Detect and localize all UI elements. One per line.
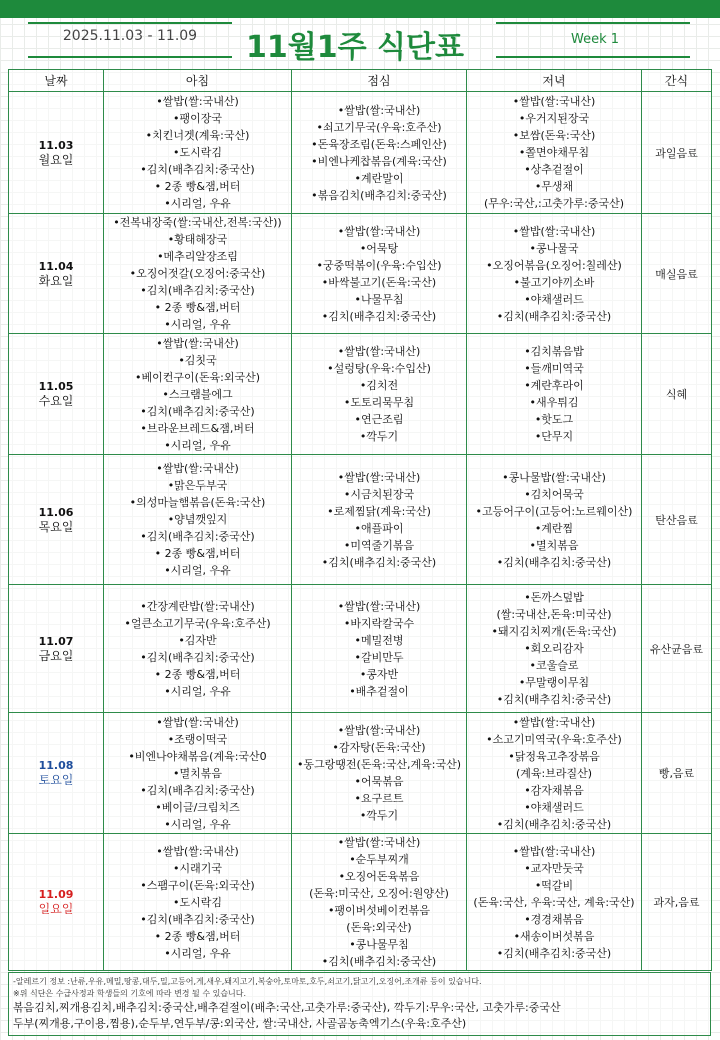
menu-item: •시리얼, 우유 xyxy=(164,318,231,331)
page-title: 11월1주 식단표 xyxy=(246,30,464,65)
menu-item: •쌀밥(쌀:국내산) xyxy=(156,95,239,108)
menu-item: • 2종 빵&잼,버터 xyxy=(154,301,241,314)
divider xyxy=(496,22,690,24)
menu-item: •깍두기 xyxy=(359,809,399,822)
menu-item: •미역줄기볶음 xyxy=(343,538,415,552)
menu-item: •오징어젓갈(오징어:중국산) xyxy=(129,267,266,280)
snack-cell: 과일음료 xyxy=(642,92,712,214)
menu-item: •쌀밥(쌀:국내산) xyxy=(337,599,421,613)
menu-item: •김치(배추김치:중국산) xyxy=(140,163,255,176)
day-weekday: 일요일 xyxy=(38,902,74,916)
divider xyxy=(496,56,690,58)
divider xyxy=(28,56,232,58)
menu-item: (돈육:외국산) xyxy=(346,921,412,934)
menu-item: •김치(배추김치:중국산) xyxy=(321,555,437,569)
menu-item: •스팸구이(돈육:외국산) xyxy=(140,878,255,892)
snack-cell: 식혜 xyxy=(642,334,712,455)
day-date: 11.07 xyxy=(38,634,74,648)
column-header-lunch: 점심 xyxy=(292,70,467,92)
menu-item: •콩나물국 xyxy=(529,241,579,255)
menu-item: •콩나물무침 xyxy=(349,938,409,951)
allergy-info: -알레르기 정보 :난류,우유,메밀,땅콩,대두,밀,고등어,게,새우,돼지고기,복숭아,토마토,호두,쇠고기,닭고기,오징어,조개류 등이 있습니다. xyxy=(13,977,482,986)
menu-item: •김치어묵국 xyxy=(524,487,584,501)
lunch-cell xyxy=(292,334,467,455)
lunch-list xyxy=(292,469,466,571)
menu-item: •김치(배추김치:중국산) xyxy=(140,284,255,297)
day-cell xyxy=(9,214,104,334)
lunch-cell xyxy=(292,214,467,334)
menu-item: •요구르트 xyxy=(354,792,404,805)
lunch-cell xyxy=(292,455,467,585)
menu-item: •시리얼, 우유 xyxy=(164,684,231,698)
day-cell xyxy=(9,585,104,713)
menu-item: •팽이버섯베이컨볶음 xyxy=(327,904,431,917)
menu-item: •돈육장조림(돈육:스페인산) xyxy=(311,137,447,151)
menu-item: •동그랑땡전(돈육:국산,계육:국산) xyxy=(296,758,462,771)
menu-item: •감자채볶음 xyxy=(524,783,584,797)
menu-item: •김치(배추김치:중국산) xyxy=(321,309,437,323)
menu-item: •시금치된장국 xyxy=(343,487,415,501)
menu-item: •전복내장죽(쌀:국내산,전복:국산)) xyxy=(113,216,282,229)
dinner-cell xyxy=(467,834,642,971)
menu-item: •김치(배추김치:중국산) xyxy=(496,309,612,323)
menu-item: •김치(배추김치:중국산) xyxy=(140,650,255,664)
snack-cell: 탄산음료 xyxy=(642,455,712,585)
breakfast-cell xyxy=(104,214,292,334)
menu-item: •쌀밥(쌀:국내산) xyxy=(337,345,421,358)
lunch-cell xyxy=(292,92,467,214)
column-header-breakfast: 아침 xyxy=(104,70,292,92)
menu-item: •오징어볶음(오징어:칠레산) xyxy=(486,258,622,272)
menu-item: •바싹불고기(돈육:국산) xyxy=(321,275,437,289)
menu-item: •김치(배추김치:중국산) xyxy=(140,783,255,797)
menu-item: •황태해장국 xyxy=(167,233,228,246)
dinner-cell xyxy=(467,455,642,585)
menu-item: •시리얼, 우유 xyxy=(164,438,231,452)
menu-item: •김치볶음밥 xyxy=(524,345,584,358)
table-row xyxy=(9,334,712,455)
day-weekday: 금요일 xyxy=(38,648,74,663)
menu-item: •쌀밥(쌀:국내산) xyxy=(156,462,239,475)
lunch-list xyxy=(292,343,466,445)
day-date: 11.06 xyxy=(38,505,74,519)
menu-item: •경경채볶음 xyxy=(524,912,584,926)
menu-item: •쌀밥(쌀:국내산) xyxy=(337,103,421,117)
menu-item: •야채샐러드 xyxy=(524,292,584,306)
day-cell xyxy=(9,713,104,834)
menu-item: •야채샐러드 xyxy=(524,800,584,814)
lunch-list xyxy=(292,102,466,204)
menu-item: •떡갈비 xyxy=(534,878,574,892)
menu-item: •어묵볶음 xyxy=(354,775,404,788)
dinner-cell xyxy=(467,334,642,455)
dinner-list xyxy=(467,843,641,962)
menu-item: •바지락칼국수 xyxy=(343,616,415,630)
column-header-date: 날짜 xyxy=(9,70,104,92)
menu-item: •설렁탕(우육:수입산) xyxy=(327,362,431,375)
origin-info: 두부(찌개용,구이용,찜용),순두부,연두부/콩:외국산, 쌀:국내산, 사골곰농축엑기스(우육:호주산) xyxy=(13,1017,467,1030)
menu-item: •비엔나야채볶음(계육:국산0 xyxy=(128,749,267,763)
breakfast-list xyxy=(104,843,291,962)
menu-item: •들깨미역국 xyxy=(524,362,584,375)
menu-item: • 2종 빵&잼,버터 xyxy=(154,929,241,943)
menu-item: •쌀밥(쌀:국내산) xyxy=(156,844,239,858)
menu-item: •감자탕(돈육:국산) xyxy=(332,741,426,754)
snack-cell: 유산균음료 xyxy=(642,585,712,713)
menu-item: •메추리알장조림 xyxy=(157,250,238,263)
dinner-list xyxy=(467,714,641,833)
column-header-snack: 간식 xyxy=(642,70,712,92)
menu-item: •닭정육고추장볶음 xyxy=(508,749,600,763)
menu-item: •쇠고기무국(우육:호주산) xyxy=(316,120,442,134)
footer-notes xyxy=(8,972,711,1036)
menu-item: •새송이버섯볶음 xyxy=(513,929,595,943)
divider xyxy=(28,22,232,24)
menu-item: •궁중떡볶이(우육:수입산) xyxy=(316,258,442,272)
menu-item: •김치(배추김치:중국산) xyxy=(140,404,255,418)
menu-item: •멸치볶음 xyxy=(529,538,579,552)
day-weekday: 목요일 xyxy=(38,519,74,534)
table-row xyxy=(9,585,712,713)
change-notice: ※위 식단은 수급사정과 학생들의 기호에 따라 변경 될 수 있습니다. xyxy=(13,989,247,998)
day-cell xyxy=(9,834,104,971)
menu-item: •쌀밥(쌀:국내산) xyxy=(512,715,596,729)
lunch-list xyxy=(292,834,466,970)
menu-item: •김치(배추김치:중국산) xyxy=(496,817,612,831)
menu-item: •콩나물밥(쌀:국내산) xyxy=(502,470,606,484)
dinner-list xyxy=(467,223,641,325)
menu-item: •상추겉절이 xyxy=(524,163,584,176)
menu-item: •쌀밥(쌀:국내산) xyxy=(512,844,596,858)
dinner-cell xyxy=(467,92,642,214)
menu-item: (돈육:국산, 우육:국산, 계육:국산) xyxy=(473,895,635,909)
day-date: 11.05 xyxy=(38,380,74,393)
menu-item: •조랭이떡국 xyxy=(167,732,228,746)
menu-item: •보쌈(돈육:국산) xyxy=(512,129,596,142)
menu-item: •쌀밥(쌀:국내산) xyxy=(337,724,421,737)
menu-item: •얼큰소고기무국(우육:호주산) xyxy=(124,616,271,630)
dinner-cell xyxy=(467,713,642,834)
menu-item: •불고기야끼소바 xyxy=(513,275,595,289)
menu-item: •김치전 xyxy=(359,379,399,392)
menu-item: •쌀밥(쌀:국내산) xyxy=(337,470,421,484)
dinner-list xyxy=(467,93,641,212)
menu-item: (쌀:국내산,돈육:미국산) xyxy=(496,608,612,621)
menu-item: •시래기국 xyxy=(173,861,222,875)
day-weekday: 월요일 xyxy=(38,152,74,167)
menu-item: •로제찜닭(계육:국산) xyxy=(327,504,431,518)
menu-item: •배추겉절이 xyxy=(349,684,409,698)
menu-item: •돼지김치찌개(돈육:국산) xyxy=(491,625,617,638)
breakfast-list xyxy=(104,714,291,833)
breakfast-list xyxy=(104,93,291,212)
menu-item: •어묵탕 xyxy=(359,241,399,255)
menu-item: •도토리묵무침 xyxy=(343,396,415,409)
menu-item: •쌀밥(쌀:국내산) xyxy=(156,336,239,350)
menu-item: •김치(배추김치:중국산) xyxy=(496,693,612,706)
lunch-list xyxy=(292,598,466,700)
menu-item: •콩자반 xyxy=(359,667,399,681)
menu-item: •코울슬로 xyxy=(529,659,579,672)
menu-item: •스크램블에그 xyxy=(162,387,233,401)
menu-item: (무우:국산,:고춧가루:중국산) xyxy=(483,197,625,210)
menu-item: •쌀밥(쌀:국내산) xyxy=(512,95,596,108)
snack-cell: 매실음료 xyxy=(642,214,712,334)
menu-item: •계란찜 xyxy=(534,521,574,535)
snack-cell: 과자,음료 xyxy=(642,834,712,971)
day-cell xyxy=(9,334,104,455)
menu-item: • 2종 빵&잼,버터 xyxy=(154,667,241,681)
menu-item: •김치(배추김치:중국산) xyxy=(140,912,255,926)
breakfast-cell xyxy=(104,585,292,713)
menu-item: •계란말이 xyxy=(354,171,404,185)
menu-item: •도시락김 xyxy=(173,895,222,909)
menu-item: •순두부찌개 xyxy=(349,853,409,866)
day-weekday: 토요일 xyxy=(38,773,74,787)
menu-item: •쌀밥(쌀:국내산) xyxy=(337,224,421,238)
menu-item: •의성마늘햄볶음(돈육:국산) xyxy=(129,496,266,509)
menu-item: •브라운브레드&잼,버터 xyxy=(140,421,255,435)
header xyxy=(0,18,720,68)
menu-item: •나물무침 xyxy=(354,292,404,306)
day-date: 11.09 xyxy=(38,888,74,901)
menu-item: •오징어돈육볶음 xyxy=(338,870,420,883)
menu-item: •멸치볶음 xyxy=(173,766,222,780)
menu-item: •쫄면야채무침 xyxy=(518,146,590,159)
menu-item: •김치(배추김치:중국산) xyxy=(321,955,437,968)
table-header-row xyxy=(9,70,712,92)
top-bar xyxy=(0,0,720,18)
day-cell xyxy=(9,92,104,214)
menu-item: •김자반 xyxy=(178,633,217,647)
breakfast-cell xyxy=(104,713,292,834)
menu-item: •도시락김 xyxy=(173,146,222,159)
menu-item: •메밀전병 xyxy=(354,633,404,647)
menu-item: • 2종 빵&잼,버터 xyxy=(154,547,241,560)
table-row xyxy=(9,713,712,834)
menu-item: •우거지된장국 xyxy=(518,112,590,125)
dinner-cell xyxy=(467,214,642,334)
menu-item: •김치(배추김치:중국산) xyxy=(140,530,255,543)
table-row xyxy=(9,834,712,971)
dinner-list xyxy=(467,589,641,708)
menu-item: •핫도그 xyxy=(534,413,574,426)
menu-item: •맑은두부국 xyxy=(167,479,228,492)
menu-item: •시리얼, 우유 xyxy=(164,564,231,577)
menu-item: •소고기미역국(우육:호주산) xyxy=(486,732,622,746)
breakfast-cell xyxy=(104,334,292,455)
menu-item: •팽이장국 xyxy=(173,112,222,125)
day-weekday: 수요일 xyxy=(38,394,74,408)
menu-item: •쌀밥(쌀:국내산) xyxy=(512,224,596,238)
breakfast-list xyxy=(104,460,291,579)
breakfast-cell xyxy=(104,92,292,214)
table-row xyxy=(9,455,712,585)
menu-item: •양념깻잎지 xyxy=(167,513,228,526)
menu-item: •무생채 xyxy=(534,180,574,193)
date-range: 2025.11.03 - 11.09 xyxy=(62,28,198,44)
menu-table xyxy=(8,69,712,971)
column-header-dinner: 저녁 xyxy=(467,70,642,92)
menu-item: •교자만둣국 xyxy=(524,861,584,875)
breakfast-list xyxy=(104,598,291,700)
menu-item: •애플파이 xyxy=(354,521,404,535)
menu-item: •비엔나케찹볶음(계육:국산) xyxy=(311,154,447,168)
menu-item: •김치(배추김치:중국산) xyxy=(496,555,612,569)
day-date: 11.08 xyxy=(38,759,74,772)
menu-item: •베이컨구이(돈육:외국산) xyxy=(134,370,261,384)
origin-info: 볶음김치,찌개용김치,배추김치:중국산,배추겉절이(배추:국산,고춧가루:중국산), 깍두기:무우:국산, 고춧가루:중국산 xyxy=(13,1001,561,1014)
menu-item: • 2종 빵&잼,버터 xyxy=(154,180,241,193)
dinner-cell xyxy=(467,585,642,713)
menu-item: (돈육:미국산, 오징어:원양산) xyxy=(309,887,449,900)
menu-item: •김치(배추김치:중국산) xyxy=(496,946,612,960)
dinner-list xyxy=(467,469,641,571)
menu-item: •베이글/크림치즈 xyxy=(155,800,240,814)
lunch-list xyxy=(292,722,466,824)
lunch-list xyxy=(292,223,466,325)
dinner-list xyxy=(467,343,641,445)
menu-item: •단무지 xyxy=(534,430,574,443)
menu-item: •시리얼, 우유 xyxy=(164,946,231,960)
menu-item: •김칫국 xyxy=(178,353,217,367)
menu-item: •볶음김치(배추김치:중국산) xyxy=(311,188,447,202)
snack-cell: 빵,음료 xyxy=(642,713,712,834)
menu-item: •계란후라이 xyxy=(524,379,584,392)
lunch-cell xyxy=(292,834,467,971)
breakfast-cell xyxy=(104,455,292,585)
menu-item: •돈까스덮밥 xyxy=(524,591,584,604)
day-cell xyxy=(9,455,104,585)
lunch-cell xyxy=(292,585,467,713)
menu-item: •치킨너겟(계육:국산) xyxy=(145,129,250,142)
table-row xyxy=(9,214,712,334)
menu-item: •갈비만두 xyxy=(354,650,404,664)
menu-item: (계육:브라질산) xyxy=(515,766,593,780)
breakfast-list xyxy=(104,214,291,333)
breakfast-list xyxy=(104,335,291,454)
day-weekday: 화요일 xyxy=(38,273,74,288)
menu-item: •회오리감자 xyxy=(524,642,584,655)
week-label: Week 1 xyxy=(570,32,620,47)
menu-item: •쌀밥(쌀:국내산) xyxy=(337,836,421,849)
menu-item: •쌀밥(쌀:국내산) xyxy=(156,715,239,729)
breakfast-cell xyxy=(104,834,292,971)
menu-item: •시리얼, 우유 xyxy=(164,197,231,210)
lunch-cell xyxy=(292,713,467,834)
table-row xyxy=(9,92,712,214)
menu-item: •무말랭이무침 xyxy=(518,676,590,689)
day-date: 11.04 xyxy=(38,259,74,273)
menu-item: •깍두기 xyxy=(359,430,399,443)
menu-item: •간장계란밥(쌀:국내산) xyxy=(140,599,255,613)
day-date: 11.03 xyxy=(38,138,74,152)
menu-item: •고등어구이(고등어:노르웨이산) xyxy=(475,504,633,518)
menu-item: •새우튀김 xyxy=(529,396,579,409)
menu-item: •연근조림 xyxy=(354,413,404,426)
menu-item: •시리얼, 우유 xyxy=(164,817,231,831)
